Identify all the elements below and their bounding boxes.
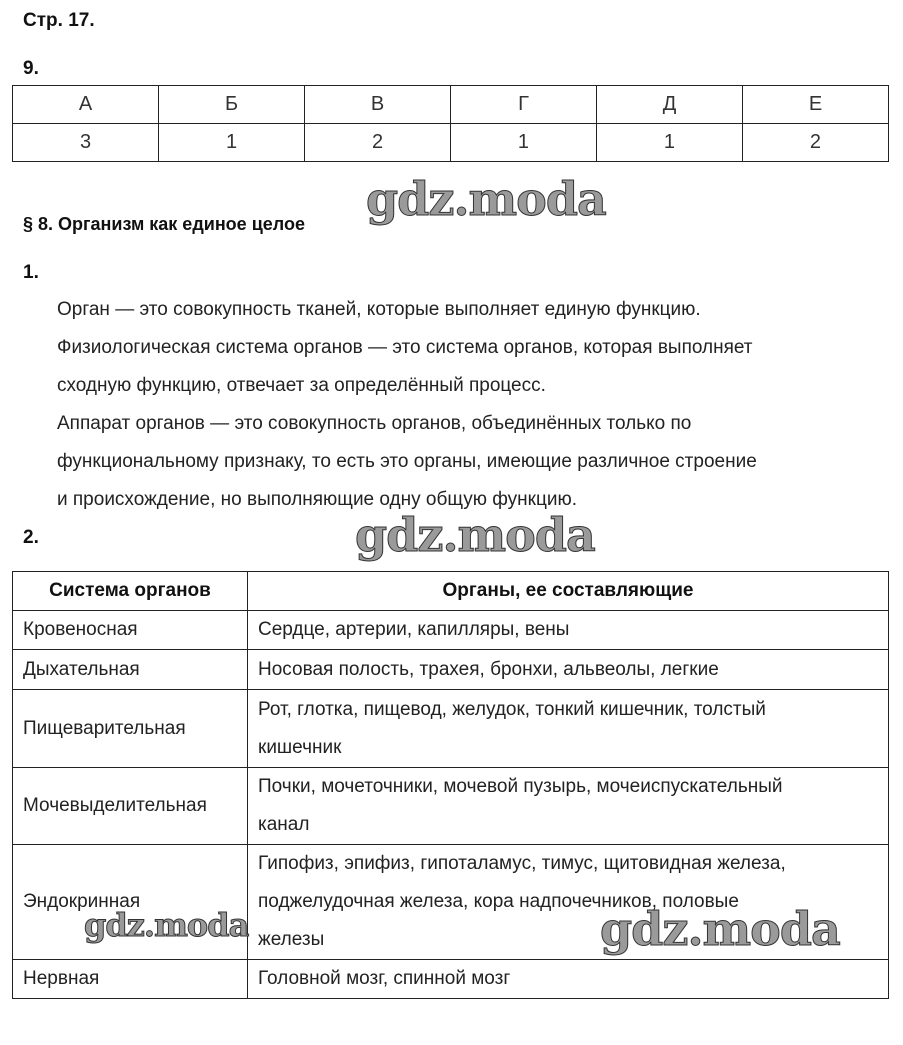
table-row [13, 650, 889, 690]
table-cell: 1 [159, 124, 305, 162]
task-2-number: 2. [23, 527, 39, 548]
task-1-answer-text [57, 291, 757, 519]
watermark: gdz.moda [600, 902, 840, 956]
organs-line: Рот, глотка, пищевод, желудок, тонкий кишечник, толстый [258, 698, 766, 720]
task-9-number: 9. [23, 58, 39, 79]
organs-line: кишечник [258, 736, 342, 758]
organs-line: железы [258, 929, 325, 950]
table-cell: 2 [305, 124, 451, 162]
organs-line: Гипофиз, эпифиз, гипоталамус, тимус, щитовидная железа, [258, 853, 786, 874]
organs-cell [248, 960, 889, 999]
table-cell: Б [159, 86, 305, 124]
organs-line: Почки, мочеточники, мочевой пузырь, мочеиспускательный [258, 776, 783, 797]
text-line: Физиологическая система органов — это система органов, которая выполняет [57, 337, 753, 358]
system-cell: Нервная [13, 960, 248, 999]
task-1-number: 1. [23, 262, 39, 283]
organs-cell [248, 650, 889, 690]
table-header-row [13, 572, 889, 611]
table-cell: Г [451, 86, 597, 124]
table-cell: 1 [596, 124, 742, 162]
table-cell: Д [596, 86, 742, 124]
organs-line: Головной мозг, спинной мозг [258, 968, 511, 989]
system-cell: Пищеварительная [13, 690, 248, 768]
organ-systems-table [12, 571, 889, 999]
table-header-row [13, 86, 889, 124]
system-cell: Мочевыделительная [13, 768, 248, 845]
table-cell: В [305, 86, 451, 124]
table-cell: 3 [13, 124, 159, 162]
watermark: gdz.moda [355, 508, 595, 562]
page-reference: Стр. 17. [23, 10, 95, 31]
column-header-organs: Органы, ее составляющие [248, 572, 889, 611]
organs-line: канал [258, 814, 310, 835]
organs-cell [248, 690, 889, 768]
organs-cell [248, 611, 889, 650]
table-row [13, 960, 889, 999]
table-row [13, 690, 889, 768]
watermark: gdz.moda [84, 906, 249, 944]
table-row [13, 768, 889, 845]
text-line: Орган — это совокупность тканей, которые выполняет единую функцию. [57, 299, 701, 320]
table-cell: А [13, 86, 159, 124]
watermark: gdz.moda [366, 172, 606, 226]
section-title: § 8. Организм как единое целое [23, 214, 305, 234]
organs-line: Носовая полость, трахея, бронхи, альвеолы, легкие [258, 658, 719, 680]
column-header-system: Система органов [13, 572, 248, 611]
organs-line: Сердце, артерии, капилляры, вены [258, 619, 570, 640]
system-cell: Кровеносная [13, 611, 248, 650]
table-row [13, 124, 889, 162]
organs-cell [248, 845, 889, 960]
text-line: сходную функцию, отвечает за определённый процесс. [57, 375, 546, 396]
table-cell: 1 [451, 124, 597, 162]
text-line: Аппарат органов — это совокупность органов, объединённых только по [57, 413, 692, 434]
organs-cell [248, 768, 889, 845]
table-row [13, 611, 889, 650]
system-cell: Эндокринная [13, 845, 248, 960]
table-cell: 2 [742, 124, 888, 162]
task-9-answer-table [12, 85, 889, 162]
organs-line: поджелудочная железа, кора надпочечников, половые [258, 891, 739, 912]
system-cell: Дыхательная [13, 650, 248, 690]
text-line: и происхождение, но выполняющие одну общую функцию. [57, 489, 577, 510]
text-line: функциональному признаку, то есть это органы, имеющие различное строение [57, 451, 757, 472]
table-cell: Е [742, 86, 888, 124]
table-row [13, 845, 889, 960]
